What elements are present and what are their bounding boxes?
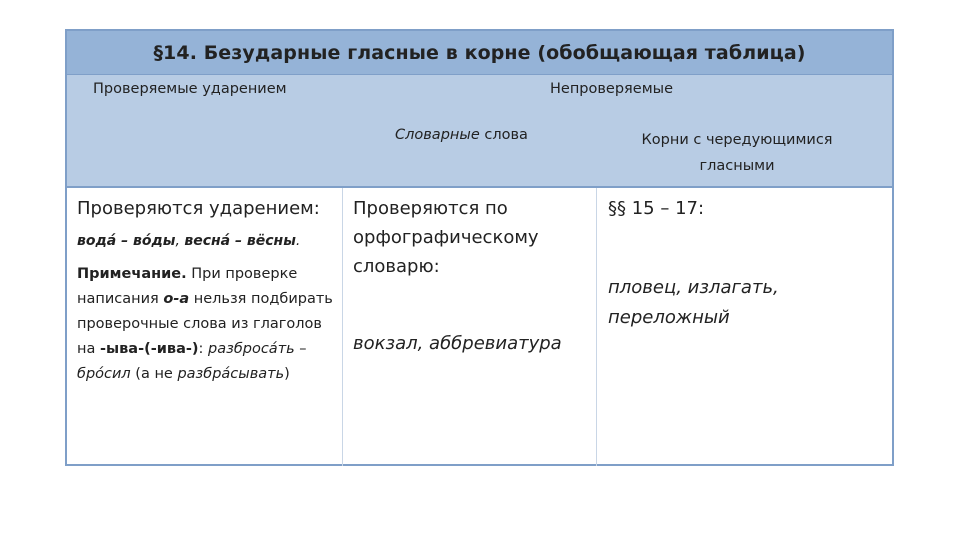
cell-checkable bbox=[77, 194, 339, 387]
example-vesna: весна́ – вёсны bbox=[184, 233, 296, 249]
note-dash: – bbox=[294, 341, 307, 357]
column-divider bbox=[596, 188, 597, 466]
table-body-row bbox=[67, 188, 892, 466]
cell-checkable-note bbox=[77, 262, 339, 387]
note-oa: о-а bbox=[163, 291, 190, 307]
header-dictionary-words bbox=[395, 127, 528, 143]
note-example-3: разбра́сывать bbox=[177, 366, 285, 382]
table-title: §14. Безударные гласные в корне (обобщающая таблица) bbox=[153, 41, 806, 64]
header-uncheckable: Непроверяемые bbox=[550, 81, 674, 97]
header-dictionary-italic: Словарные bbox=[395, 127, 480, 143]
note-example-2: бро́сил bbox=[77, 366, 131, 382]
example-voda: вода́ – во́ды bbox=[77, 233, 176, 249]
note-text-2: нельзя подбирать проверочные слова из глаголов на bbox=[77, 291, 333, 357]
column-divider bbox=[342, 188, 343, 466]
header-alternating-roots: Корни с чередующимися гласными bbox=[641, 132, 833, 174]
cell-alternating-heading: §§ 15 – 17: bbox=[608, 198, 705, 219]
cell-dictionary-example: вокзал, аббревиатура bbox=[353, 333, 562, 354]
note-example-1: разброса́ть bbox=[208, 341, 295, 357]
note-label: Примечание. bbox=[77, 266, 187, 282]
cell-dictionary bbox=[353, 194, 593, 354]
note-suffix: -ыва-(-ива-) bbox=[99, 341, 199, 357]
cell-dictionary-heading: Проверяются по орфографическому словарю: bbox=[353, 198, 539, 277]
note-text: При проверке написания bbox=[77, 266, 298, 307]
cell-checkable-examples bbox=[77, 233, 339, 249]
table-header-row bbox=[67, 75, 892, 188]
cell-checkable-heading: Проверяются ударением: bbox=[77, 198, 320, 219]
note-colon: : bbox=[198, 341, 209, 357]
header-checkable: Проверяемые ударением bbox=[93, 81, 287, 97]
cell-alternating-example: пловец, излагать, переложный bbox=[608, 277, 779, 328]
note-paren-open: (а не bbox=[130, 366, 178, 382]
cell-alternating bbox=[608, 194, 888, 333]
example-end: . bbox=[295, 233, 301, 249]
table-title-row bbox=[67, 31, 892, 75]
note-paren-close: ) bbox=[284, 366, 290, 382]
example-separator: , bbox=[175, 233, 185, 249]
header-dictionary-rest: слова bbox=[479, 127, 528, 143]
summary-table bbox=[65, 29, 894, 466]
